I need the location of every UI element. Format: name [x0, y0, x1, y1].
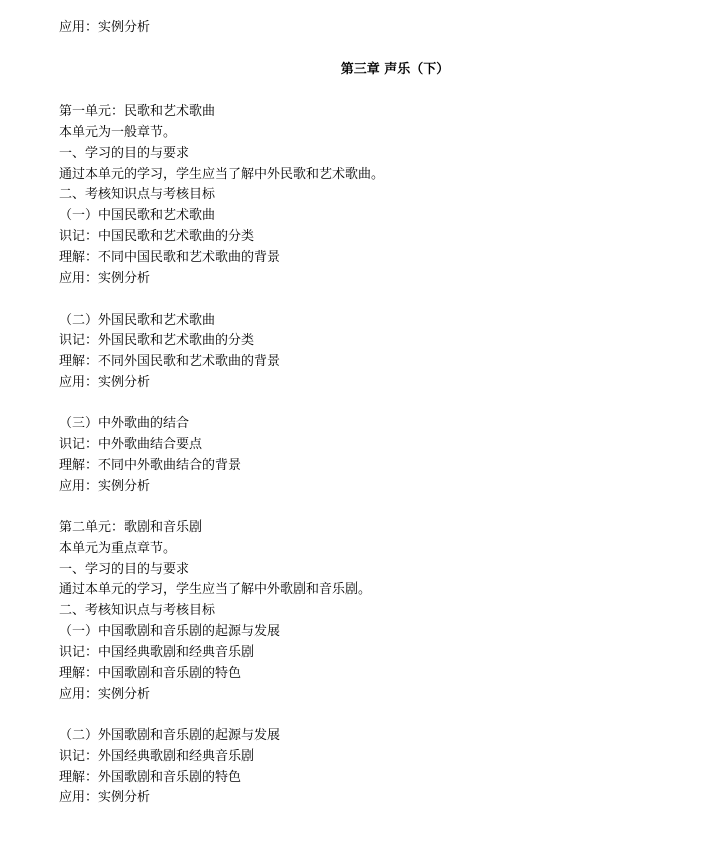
unit2-note: 本单元为重点章节。	[59, 541, 177, 556]
unit1-exam-heading: 二、考核知识点与考核目标	[59, 187, 216, 202]
unit1-section2-apply: 应用：实例分析	[59, 375, 151, 390]
unit1-goal-heading: 一、学习的目的与要求	[59, 146, 190, 161]
unit2-goal-text: 通过本单元的学习，学生应当了解中外歌剧和音乐剧。	[59, 582, 372, 597]
unit1-title: 第一单元：民歌和艺术歌曲	[59, 104, 216, 119]
unit1-section2-recall: 识记：外国民歌和艺术歌曲的分类	[59, 333, 255, 348]
unit1-section2-understand: 理解：不同外国民歌和艺术歌曲的背景	[59, 354, 281, 369]
top-application-line: 应用：实例分析	[59, 20, 151, 35]
unit2-section2-understand: 理解：外国歌剧和音乐剧的特色	[59, 770, 242, 785]
unit1-section2-heading: （二）外国民歌和艺术歌曲	[59, 313, 216, 328]
unit1-section3-apply: 应用：实例分析	[59, 479, 151, 494]
unit1-section3-understand: 理解：不同中外歌曲结合的背景	[59, 458, 242, 473]
unit1-section3-recall: 识记：中外歌曲结合要点	[59, 437, 203, 452]
unit1-section1-understand: 理解：不同中国民歌和艺术歌曲的背景	[59, 250, 281, 265]
unit2-section1-understand: 理解：中国歌剧和音乐剧的特色	[59, 666, 242, 681]
unit1-section3-heading: （三）中外歌曲的结合	[59, 416, 190, 431]
unit2-section1-recall: 识记：中国经典歌剧和经典音乐剧	[59, 645, 255, 660]
unit1-section1-recall: 识记：中国民歌和艺术歌曲的分类	[59, 229, 255, 244]
unit2-goal-heading: 一、学习的目的与要求	[59, 562, 190, 577]
unit2-exam-heading: 二、考核知识点与考核目标	[59, 603, 216, 618]
unit2-section2-apply: 应用：实例分析	[59, 790, 151, 805]
unit1-section1-apply: 应用：实例分析	[59, 271, 151, 286]
unit2-title: 第二单元：歌剧和音乐剧	[59, 520, 203, 535]
unit2-section2-heading: （二）外国歌剧和音乐剧的起源与发展	[59, 728, 281, 743]
chapter-title: 第三章 声乐（下）	[340, 62, 450, 77]
unit2-section1-heading: （一）中国歌剧和音乐剧的起源与发展	[59, 624, 281, 639]
unit2-section2-recall: 识记：外国经典歌剧和经典音乐剧	[59, 749, 255, 764]
unit1-note: 本单元为一般章节。	[59, 125, 177, 140]
unit1-goal-text: 通过本单元的学习，学生应当了解中外民歌和艺术歌曲。	[59, 167, 385, 182]
unit2-section1-apply: 应用：实例分析	[59, 687, 151, 702]
unit1-section1-heading: （一）中国民歌和艺术歌曲	[59, 208, 216, 223]
